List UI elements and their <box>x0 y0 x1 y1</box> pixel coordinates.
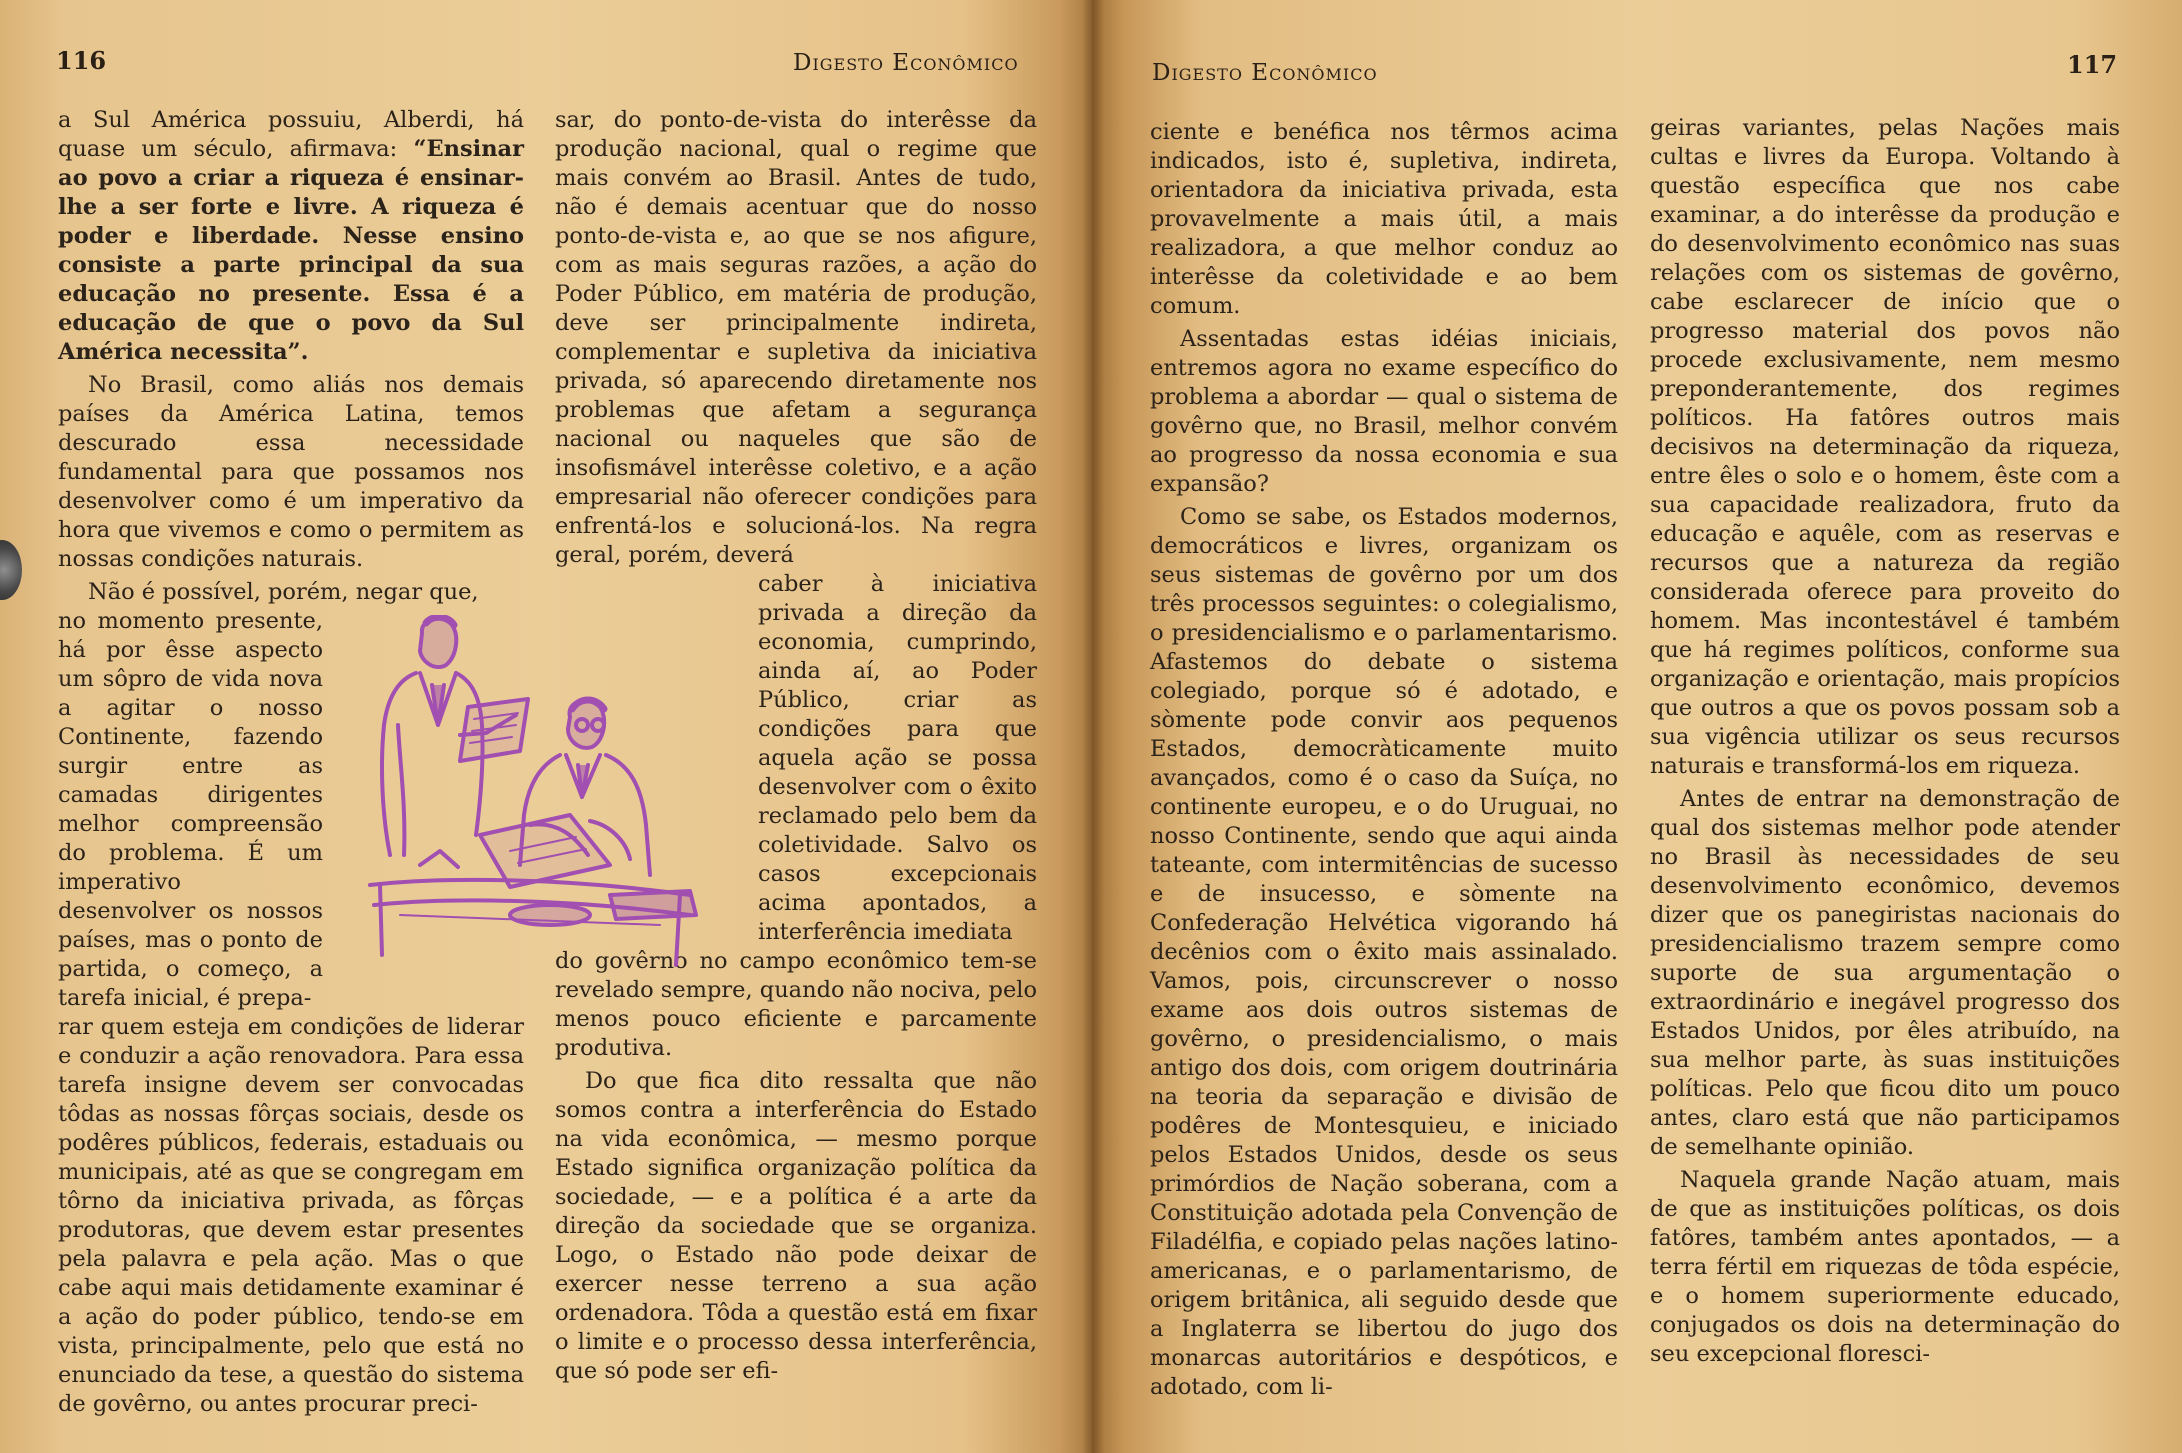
page-number-right: 117 <box>2067 50 2118 79</box>
paragraph-narrow: caber à iniciativa privada a direção da economia, cumprindo, ainda aí, ao Poder Público, criar as condições para que aquela ação se possa desenvolver com o êxito reclamado pelo bem da coletividade. Salvo os casos excepcionais acima apontados, a interferência imediata <box>758 571 1037 945</box>
right-page-column-1 <box>1150 118 1618 1402</box>
bold-quote: “Ensinar ao povo a criar a riqueza é ensinar-lhe a ser forte e livre. A riqueza é poder e liberdade. Nesse ensino consiste a parte principal da sua educação no presente. Essa é a educação de que o povo da Sul América necessita”. <box>58 136 524 365</box>
binding-hole <box>0 540 22 600</box>
paragraph: Naquela grande Nação atuam, mais de que as instituições políticas, os dois fatôres, também antes apontados, — a terra fértil em riquezas de tôda espécie, e o homem superiormente educado, conjugados os dois na determinação do seu excepcional floresci- <box>1650 1167 2120 1367</box>
paragraph: Do que fica dito ressalta que não somos contra a interferência do Estado na vida econômica, — mesmo porque Estado significa organização política da sociedade, — e a política é a arte da direção da sociedade que se organiza. Logo, o Estado não pode deixar de exercer nesse terreno a sua ação ordenadora. Tôda a questão está em fixar o limite e o processo dessa interferência, que só pode ser efi- <box>555 1068 1037 1384</box>
paragraph-continued: rar quem esteja em condições de liderar e conduzir a ação renovadora. Para essa tarefa insigne devem ser convocadas tôdas as nossas fôrças sociais, desde os podêres públicos, federais, estaduais ou municipais, até as que se congregam em tôrno da iniciativa privada, as fôrças produtoras, que devem estar presentes pela palavra e pela ação. Mas o que cabe aqui mais detidamente examinar é a ação do poder público, tendo-se em vista, principalmente, pelo que está no enunciado da tese, a questão do sistema de govêrno, ou antes procurar preci- <box>58 1014 524 1417</box>
page-number-left: 116 <box>56 46 107 75</box>
right-page-column-2 <box>1650 114 2120 1369</box>
book-gutter <box>1082 0 1104 1453</box>
businessmen-illustration <box>360 615 765 980</box>
paragraph-text: a Sul América possuiu, Alberdi, há quase um século, afirmava: <box>58 107 524 162</box>
paragraph: geiras variantes, pelas Nações mais cultas e livres da Europa. Voltando à questão específica que nos cabe examinar, a do interêsse da produção e do desenvolvimento econômico nas suas relações com os sistemas de govêrno, cabe esclarecer de início que o progresso material dos povos não procede exclusivamente, nem mesmo preponderantemente, dos regimes políticos. Ha fatôres outros mais decisivos na determinação da riqueza, entre êles o solo e o homem, êste com a sua capacidade realizadora, fruto da educação e aquêle, com as reservas e recursos que a natureza da região considerada oferece para proveito do homem. Mas incontestável é também que há regimes políticos, conforme sua organização e orientação, mais propícios que outros a que os povos possam sob a sua vigência utilizar os seus recursos naturais e transformá-los em riqueza. <box>1650 115 2120 779</box>
running-head-left: Digesto Econômico <box>793 50 1019 76</box>
paragraph-narrow: no momento presente, há por êsse aspecto um sôpro de vida nova a agitar o nosso Continente, fazendo surgir entre as camadas dirigentes melhor compreensão do problema. É um imperativo desenvolver os nossos países, mas o ponto de partida, o começo, a tarefa inicial, é prepa- <box>58 608 323 1011</box>
running-head-right: Digesto Econômico <box>1152 60 1378 86</box>
paragraph: Não é possível, porém, negar que, <box>88 579 479 605</box>
paragraph: No Brasil, como aliás nos demais países da América Latina, temos descurado essa necessidade fundamental para que possamos nos desenvolver como é um imperativo da hora que vivemos e como o permitem as nossas condições naturais. <box>58 372 524 572</box>
paragraph: Como se sabe, os Estados modernos, democráticos e livres, organizam os seus sistemas de govêrno por um dos três processos seguintes: o colegialismo, o presidencialismo e o parlamentarismo. Afastemos do debate o sistema colegiado, porque só é adotado, e sòmente pode convir aos pequenos Estados, democràticamente muito avançados, como é o caso da Suíça, no continente europeu, e o do Uruguai, no nosso Continente, sendo que aqui ainda tateante, com intermitências de sucesso e de insucesso, e sòmente na Confederação Helvética vigorando há decênios com o êxito mais assinalado. Vamos, pois, circunscrever o nosso exame aos dois outros sistemas de govêrno, o presidencialismo, o mais antigo dos dois, com origem doutrinária na teoria da separação e divisão de podêres de Montesquieu, e iniciado pelos Estados Unidos, desde os seus primórdios de Nação soberana, com a Constituição adotada pela Convenção de Filadélfia, e copiado pelas nações latino-americanas, e o parlamentarismo, de origem britânica, ali seguido desde que a Inglaterra se libertou do jugo dos monarcas autoritários e despóticos, e adotado, com li- <box>1150 504 1618 1400</box>
paragraph: Assentadas estas idéias iniciais, entremos agora no exame específico do problema a abordar — qual o sistema de govêrno que, no Brasil, melhor convém ao progresso da nossa economia e sua expansão? <box>1150 326 1618 497</box>
paragraph: ciente e benéfica nos têrmos acima indicados, isto é, supletiva, indireta, orientadora da iniciativa privada, esta provavelmente a mais útil, a mais realizadora, a que melhor conduz ao interêsse da coletividade e ao bem comum. <box>1150 119 1618 319</box>
right-page <box>1092 0 2182 1453</box>
paragraph-continued: do govêrno no campo econômico tem-se revelado sempre, quando não nociva, pelo menos pouco eficiente e parcamente produtiva. <box>555 948 1038 1061</box>
paragraph <box>58 106 524 367</box>
paragraph: sar, do ponto-de-vista do interêsse da produção nacional, qual o regime que mais convém ao Brasil. Antes de tudo, não é demais acentuar que do nosso ponto-de-vista e, ao que se nos afigure, com as mais seguras razões, a ação do Poder Público, em matéria de produção, deve ser principalmente indireta, complementar e supletiva da iniciativa privada, só aparecendo diretamente nos problemas que afetam a segurança nacional ou naqueles que são de insofismável interêsse coletivo, e a ação empresarial não oferecer condições para enfrentá-los e solucioná-los. Na regra geral, porém, deverá <box>555 107 1037 568</box>
paragraph: Antes de entrar na demonstração de qual dos sistemas melhor pode atender no Brasil às necessidades de seu desenvolvimento econômico, devemos dizer que os panegiristas nacionais do presidencialismo trazem sempre como suporte de sua argumentação o extraordinário e inegável progresso dos Estados Unidos, por êles atribuído, na sua melhor parte, às suas instituições políticas. Pelo que ficou dito um pouco antes, claro está que não participamos de semelhante opinião. <box>1650 786 2120 1160</box>
